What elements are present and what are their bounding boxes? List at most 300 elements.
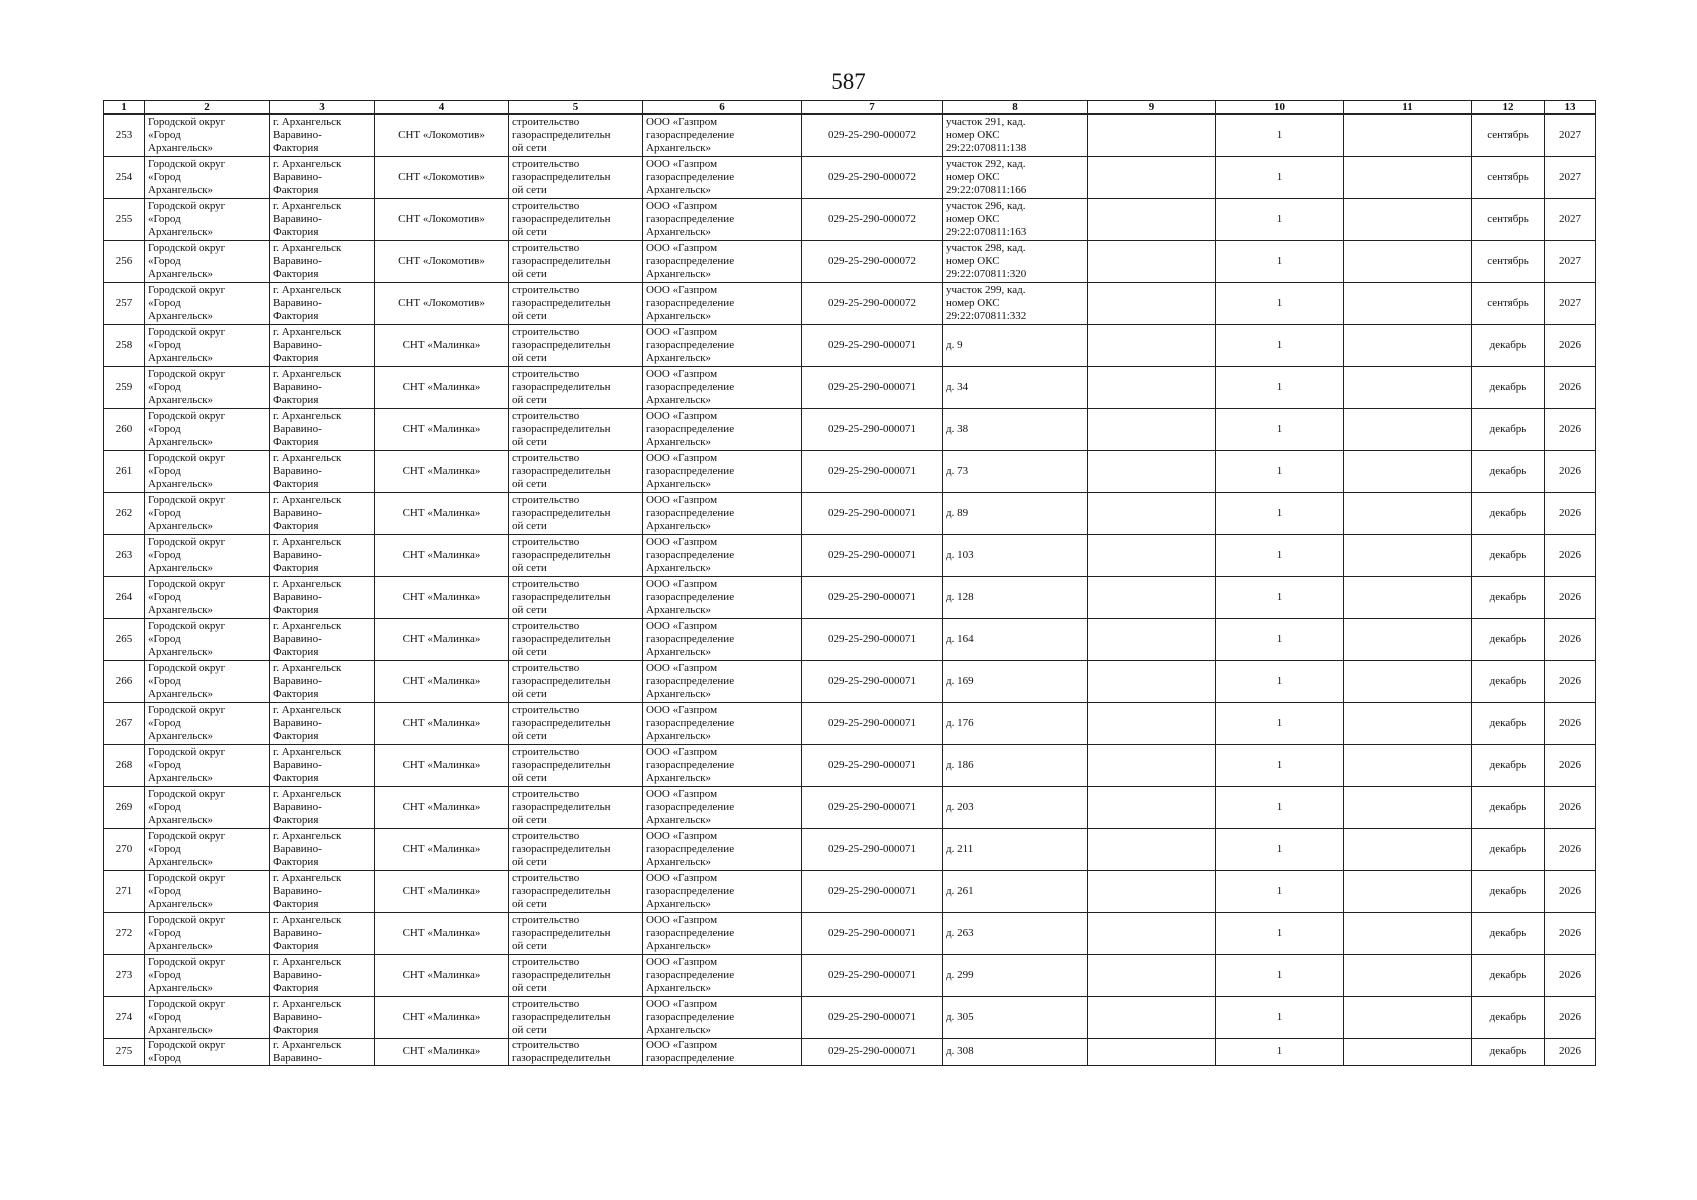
table-row xyxy=(104,324,1596,366)
locality-cell xyxy=(270,786,375,828)
column-9-cell xyxy=(1088,408,1216,450)
year-cell xyxy=(1545,198,1596,240)
district-cell-text: Городской округ «Город Архангельск» xyxy=(148,325,226,364)
column-9-cell xyxy=(1088,534,1216,576)
work-type-cell-text: строительство газораспределительн ой сети xyxy=(512,787,611,826)
table-row xyxy=(104,912,1596,954)
quantity-cell-text: 1 xyxy=(1276,464,1283,477)
object-code-cell xyxy=(802,492,943,534)
row-number xyxy=(104,240,145,282)
table-row xyxy=(104,828,1596,870)
locality-cell xyxy=(270,954,375,996)
quantity-cell xyxy=(1216,1038,1344,1065)
column-11-cell xyxy=(1344,786,1472,828)
snt-cell xyxy=(375,912,509,954)
object-cell-text: участок 296, кад. номер ОКС 29:22:070811:163 xyxy=(946,199,1027,238)
work-type-cell-text: строительство газораспределительн ой сети xyxy=(512,241,611,280)
year-cell xyxy=(1545,996,1596,1038)
organization-cell xyxy=(643,282,802,324)
quantity-cell xyxy=(1216,114,1344,156)
month-cell xyxy=(1472,744,1545,786)
year-cell xyxy=(1545,1038,1596,1065)
year-cell-text: 2027 xyxy=(1559,128,1581,141)
snt-cell xyxy=(375,744,509,786)
work-type-cell xyxy=(509,198,643,240)
locality-cell-text: г. Архангельск Варавино- Фактория xyxy=(273,283,342,322)
district-cell-text: Городской округ «Город Архангельск» xyxy=(148,367,226,406)
column-header: 10 xyxy=(1216,101,1344,115)
year-cell xyxy=(1545,618,1596,660)
snt-cell xyxy=(375,198,509,240)
organization-cell-text: ООО «Газпром газораспределение Архангельск» xyxy=(646,157,735,196)
quantity-cell-text: 1 xyxy=(1276,842,1283,855)
work-type-cell xyxy=(509,534,643,576)
object-code-cell xyxy=(802,114,943,156)
year-cell xyxy=(1545,744,1596,786)
district-cell xyxy=(145,366,270,408)
district-cell-text: Городской округ «Город Архангельск» xyxy=(148,913,226,952)
row-number xyxy=(104,324,145,366)
object-code-cell xyxy=(802,828,943,870)
year-cell xyxy=(1545,240,1596,282)
work-type-cell-text: строительство газораспределительн ой сети xyxy=(512,115,611,154)
column-11-cell xyxy=(1344,240,1472,282)
object-code-cell xyxy=(802,408,943,450)
object-code-cell-text: 029-25-290-000071 xyxy=(828,716,916,729)
object-cell xyxy=(943,954,1088,996)
object-cell-text: участок 292, кад. номер ОКС 29:22:070811:166 xyxy=(946,157,1027,196)
month-cell-text: декабрь xyxy=(1489,506,1527,519)
district-cell xyxy=(145,702,270,744)
table-row xyxy=(104,786,1596,828)
snt-cell xyxy=(375,492,509,534)
object-cell xyxy=(943,408,1088,450)
month-cell xyxy=(1472,492,1545,534)
column-9-cell xyxy=(1088,198,1216,240)
month-cell xyxy=(1472,618,1545,660)
month-cell xyxy=(1472,114,1545,156)
work-type-cell xyxy=(509,450,643,492)
year-cell-text: 2026 xyxy=(1559,1010,1581,1023)
object-cell-text: д. 308 xyxy=(946,1045,974,1057)
work-type-cell-text: строительство газораспределительн xyxy=(512,1038,611,1064)
district-cell xyxy=(145,618,270,660)
row-number-text: 262 xyxy=(115,506,133,519)
district-cell-text: Городской округ «Город Архангельск» xyxy=(148,997,226,1036)
object-code-cell xyxy=(802,786,943,828)
snt-cell-text: СНТ «Малинка» xyxy=(402,380,481,393)
quantity-cell xyxy=(1216,954,1344,996)
locality-cell-text: г. Архангельск Варавино- Фактория xyxy=(273,115,342,154)
district-cell xyxy=(145,744,270,786)
organization-cell-text: ООО «Газпром газораспределение Архангельск» xyxy=(646,997,735,1036)
snt-cell xyxy=(375,450,509,492)
district-cell-text: Городской округ «Город xyxy=(148,1038,226,1064)
row-number xyxy=(104,702,145,744)
object-code-cell-text: 029-25-290-000071 xyxy=(828,674,916,687)
column-11-cell xyxy=(1344,1038,1472,1065)
object-cell-text: д. 73 xyxy=(946,464,969,477)
table-row xyxy=(104,408,1596,450)
year-cell xyxy=(1545,702,1596,744)
object-code-cell xyxy=(802,744,943,786)
locality-cell-text: г. Архангельск Варавино- Фактория xyxy=(273,199,342,238)
work-type-cell xyxy=(509,786,643,828)
snt-cell xyxy=(375,114,509,156)
object-cell xyxy=(943,618,1088,660)
snt-cell-text: СНТ «Малинка» xyxy=(402,674,481,687)
column-header: 6 xyxy=(643,101,802,115)
locality-cell-text: г. Архангельск Варавино- Фактория xyxy=(273,535,342,574)
object-cell-text: д. 34 xyxy=(946,380,969,393)
column-9-cell xyxy=(1088,786,1216,828)
year-cell-text: 2026 xyxy=(1559,380,1581,393)
locality-cell-text: г. Архангельск Варавино- Фактория xyxy=(273,409,342,448)
organization-cell-text: ООО «Газпром газораспределение Архангельск» xyxy=(646,493,735,532)
table-row xyxy=(104,450,1596,492)
month-cell xyxy=(1472,996,1545,1038)
organization-cell-text: ООО «Газпром газораспределение Архангельск» xyxy=(646,787,735,826)
work-type-cell xyxy=(509,828,643,870)
schedule-table xyxy=(103,100,1596,1066)
quantity-cell-text: 1 xyxy=(1276,548,1283,561)
quantity-cell xyxy=(1216,240,1344,282)
column-11-cell xyxy=(1344,366,1472,408)
work-type-cell xyxy=(509,156,643,198)
year-cell xyxy=(1545,450,1596,492)
object-code-cell-text: 029-25-290-000071 xyxy=(828,968,916,981)
year-cell-text: 2027 xyxy=(1559,254,1581,267)
district-cell-text: Городской округ «Город Архангельск» xyxy=(148,241,226,280)
locality-cell-text: г. Архангельск Варавино- Фактория xyxy=(273,913,342,952)
month-cell xyxy=(1472,660,1545,702)
locality-cell xyxy=(270,912,375,954)
year-cell xyxy=(1545,912,1596,954)
work-type-cell-text: строительство газораспределительн ой сети xyxy=(512,199,611,238)
organization-cell xyxy=(643,702,802,744)
object-code-cell-text: 029-25-290-000071 xyxy=(828,842,916,855)
row-number xyxy=(104,450,145,492)
column-11-cell xyxy=(1344,324,1472,366)
work-type-cell-text: строительство газораспределительн ой сети xyxy=(512,955,611,994)
district-cell-text: Городской округ «Город Архангельск» xyxy=(148,199,226,238)
year-cell xyxy=(1545,114,1596,156)
object-cell-text: д. 128 xyxy=(946,590,974,603)
object-code-cell-text: 029-25-290-000071 xyxy=(828,464,916,477)
table-row xyxy=(104,1038,1596,1065)
month-cell-text: декабрь xyxy=(1489,590,1527,603)
quantity-cell xyxy=(1216,492,1344,534)
object-code-cell xyxy=(802,282,943,324)
object-code-cell-text: 029-25-290-000071 xyxy=(828,758,916,771)
snt-cell xyxy=(375,576,509,618)
object-cell xyxy=(943,1038,1088,1065)
quantity-cell xyxy=(1216,618,1344,660)
organization-cell xyxy=(643,996,802,1038)
quantity-cell-text: 1 xyxy=(1276,1010,1283,1023)
object-code-cell xyxy=(802,198,943,240)
year-cell-text: 2026 xyxy=(1559,968,1581,981)
month-cell xyxy=(1472,786,1545,828)
district-cell-text: Городской округ «Город Архангельск» xyxy=(148,157,226,196)
month-cell xyxy=(1472,534,1545,576)
year-cell-text: 2026 xyxy=(1559,716,1581,729)
month-cell xyxy=(1472,954,1545,996)
object-cell-text: участок 299, кад. номер ОКС 29:22:070811:332 xyxy=(946,283,1027,322)
snt-cell-text: СНТ «Малинка» xyxy=(402,590,481,603)
object-cell xyxy=(943,870,1088,912)
column-9-cell xyxy=(1088,828,1216,870)
locality-cell xyxy=(270,828,375,870)
month-cell-text: декабрь xyxy=(1489,422,1527,435)
object-code-cell xyxy=(802,954,943,996)
month-cell xyxy=(1472,282,1545,324)
organization-cell xyxy=(643,408,802,450)
row-number-text: 254 xyxy=(115,170,133,183)
column-11-cell xyxy=(1344,660,1472,702)
district-cell-text: Городской округ «Город Архангельск» xyxy=(148,535,226,574)
row-number xyxy=(104,492,145,534)
locality-cell-text: г. Архангельск Варавино- Фактория xyxy=(273,997,342,1036)
column-9-cell xyxy=(1088,870,1216,912)
column-9-cell xyxy=(1088,660,1216,702)
object-cell-text: д. 89 xyxy=(946,506,969,519)
organization-cell-text: ООО «Газпром газораспределение Архангельск» xyxy=(646,913,735,952)
object-cell xyxy=(943,282,1088,324)
object-code-cell-text: 029-25-290-000071 xyxy=(828,1045,916,1057)
object-cell-text: участок 298, кад. номер ОКС 29:22:070811:320 xyxy=(946,241,1027,280)
locality-cell-text: г. Архангельск Варавино- Фактория xyxy=(273,577,342,616)
snt-cell xyxy=(375,996,509,1038)
work-type-cell-text: строительство газораспределительн ой сети xyxy=(512,325,611,364)
object-code-cell-text: 029-25-290-000071 xyxy=(828,590,916,603)
district-cell xyxy=(145,534,270,576)
table-row xyxy=(104,366,1596,408)
column-11-cell xyxy=(1344,114,1472,156)
month-cell-text: сентябрь xyxy=(1487,128,1529,141)
year-cell-text: 2026 xyxy=(1559,842,1581,855)
snt-cell xyxy=(375,282,509,324)
column-11-cell xyxy=(1344,870,1472,912)
snt-cell xyxy=(375,156,509,198)
object-code-cell-text: 029-25-290-000071 xyxy=(828,884,916,897)
row-number xyxy=(104,156,145,198)
quantity-cell-text: 1 xyxy=(1276,380,1283,393)
column-9-cell xyxy=(1088,114,1216,156)
organization-cell xyxy=(643,1038,802,1065)
column-header: 7 xyxy=(802,101,943,115)
work-type-cell xyxy=(509,660,643,702)
month-cell-text: декабрь xyxy=(1489,968,1527,981)
snt-cell-text: СНТ «Малинка» xyxy=(402,422,481,435)
table-row xyxy=(104,534,1596,576)
year-cell xyxy=(1545,324,1596,366)
locality-cell xyxy=(270,450,375,492)
quantity-cell-text: 1 xyxy=(1276,674,1283,687)
organization-cell xyxy=(643,744,802,786)
district-cell-text: Городской округ «Город Архангельск» xyxy=(148,871,226,910)
object-code-cell-text: 029-25-290-000071 xyxy=(828,1010,916,1023)
snt-cell xyxy=(375,366,509,408)
row-number-text: 273 xyxy=(115,968,133,981)
year-cell xyxy=(1545,366,1596,408)
district-cell xyxy=(145,282,270,324)
month-cell-text: декабрь xyxy=(1489,758,1527,771)
object-code-cell xyxy=(802,660,943,702)
work-type-cell-text: строительство газораспределительн ой сети xyxy=(512,577,611,616)
quantity-cell xyxy=(1216,870,1344,912)
row-number-text: 274 xyxy=(115,1010,133,1023)
organization-cell-text: ООО «Газпром газораспределение Архангельск» xyxy=(646,871,735,910)
snt-cell xyxy=(375,660,509,702)
quantity-cell-text: 1 xyxy=(1276,1045,1283,1057)
snt-cell xyxy=(375,702,509,744)
locality-cell xyxy=(270,870,375,912)
quantity-cell xyxy=(1216,156,1344,198)
organization-cell-text: ООО «Газпром газораспределение Архангельск» xyxy=(646,241,735,280)
year-cell-text: 2026 xyxy=(1559,674,1581,687)
month-cell-text: сентябрь xyxy=(1487,212,1529,225)
month-cell-text: декабрь xyxy=(1489,716,1527,729)
quantity-cell-text: 1 xyxy=(1276,716,1283,729)
column-9-cell xyxy=(1088,450,1216,492)
row-number xyxy=(104,870,145,912)
row-number-text: 275 xyxy=(115,1045,133,1057)
year-cell-text: 2027 xyxy=(1559,170,1581,183)
quantity-cell-text: 1 xyxy=(1276,128,1283,141)
district-cell xyxy=(145,114,270,156)
object-code-cell xyxy=(802,1038,943,1065)
row-number xyxy=(104,1038,145,1065)
snt-cell-text: СНТ «Малинка» xyxy=(402,1010,481,1023)
organization-cell xyxy=(643,828,802,870)
district-cell-text: Городской округ «Город Архангельск» xyxy=(148,115,226,154)
column-11-cell xyxy=(1344,702,1472,744)
year-cell-text: 2026 xyxy=(1559,464,1581,477)
object-code-cell xyxy=(802,576,943,618)
column-11-cell xyxy=(1344,576,1472,618)
month-cell-text: декабрь xyxy=(1489,548,1527,561)
district-cell xyxy=(145,198,270,240)
organization-cell-text: ООО «Газпром газораспределение Архангельск» xyxy=(646,955,735,994)
column-9-cell xyxy=(1088,996,1216,1038)
column-9-cell xyxy=(1088,240,1216,282)
organization-cell-text: ООО «Газпром газораспределение Архангельск» xyxy=(646,409,735,448)
column-11-cell xyxy=(1344,744,1472,786)
district-cell xyxy=(145,324,270,366)
year-cell-text: 2026 xyxy=(1559,632,1581,645)
quantity-cell xyxy=(1216,744,1344,786)
organization-cell xyxy=(643,198,802,240)
column-header: 11 xyxy=(1344,101,1472,115)
locality-cell xyxy=(270,618,375,660)
object-code-cell xyxy=(802,366,943,408)
district-cell-text: Городской округ «Город Архангельск» xyxy=(148,703,226,742)
organization-cell xyxy=(643,240,802,282)
object-cell xyxy=(943,450,1088,492)
district-cell xyxy=(145,912,270,954)
district-cell xyxy=(145,450,270,492)
snt-cell-text: СНТ «Малинка» xyxy=(402,926,481,939)
row-number-text: 257 xyxy=(115,296,133,309)
month-cell xyxy=(1472,912,1545,954)
work-type-cell-text: строительство газораспределительн ой сети xyxy=(512,493,611,532)
object-cell xyxy=(943,534,1088,576)
object-cell-text: д. 176 xyxy=(946,716,974,729)
year-cell-text: 2027 xyxy=(1559,212,1581,225)
object-cell-text: д. 263 xyxy=(946,926,974,939)
row-number-text: 261 xyxy=(115,464,133,477)
column-11-cell xyxy=(1344,912,1472,954)
year-cell-text: 2026 xyxy=(1559,338,1581,351)
snt-cell-text: СНТ «Локомотив» xyxy=(398,170,485,183)
year-cell xyxy=(1545,156,1596,198)
column-header: 12 xyxy=(1472,101,1545,115)
object-cell xyxy=(943,240,1088,282)
month-cell-text: декабрь xyxy=(1489,632,1527,645)
row-number xyxy=(104,282,145,324)
quantity-cell xyxy=(1216,828,1344,870)
snt-cell xyxy=(375,534,509,576)
row-number xyxy=(104,576,145,618)
object-cell xyxy=(943,912,1088,954)
object-code-cell-text: 029-25-290-000072 xyxy=(828,170,916,183)
snt-cell xyxy=(375,954,509,996)
column-header: 13 xyxy=(1545,101,1596,115)
district-cell xyxy=(145,996,270,1038)
quantity-cell-text: 1 xyxy=(1276,590,1283,603)
quantity-cell-text: 1 xyxy=(1276,926,1283,939)
column-header: 9 xyxy=(1088,101,1216,115)
row-number-text: 272 xyxy=(115,926,133,939)
column-9-cell xyxy=(1088,744,1216,786)
table-row xyxy=(104,240,1596,282)
work-type-cell-text: строительство газораспределительн ой сети xyxy=(512,661,611,700)
column-9-cell xyxy=(1088,324,1216,366)
object-cell-text: д. 103 xyxy=(946,548,974,561)
object-cell-text: участок 291, кад. номер ОКС 29:22:070811:138 xyxy=(946,115,1027,154)
organization-cell-text: ООО «Газпром газораспределение Архангельск» xyxy=(646,703,735,742)
object-code-cell xyxy=(802,156,943,198)
district-cell-text: Городской округ «Город Архангельск» xyxy=(148,577,226,616)
column-11-cell xyxy=(1344,156,1472,198)
object-cell-text: д. 305 xyxy=(946,1010,974,1023)
year-cell xyxy=(1545,492,1596,534)
month-cell-text: декабрь xyxy=(1489,926,1527,939)
organization-cell-text: ООО «Газпром газораспределение Архангельск» xyxy=(646,535,735,574)
row-number-text: 266 xyxy=(115,674,133,687)
district-cell xyxy=(145,660,270,702)
row-number xyxy=(104,744,145,786)
quantity-cell xyxy=(1216,912,1344,954)
row-number-text: 259 xyxy=(115,380,133,393)
work-type-cell xyxy=(509,954,643,996)
organization-cell-text: ООО «Газпром газораспределение Архангельск» xyxy=(646,451,735,490)
object-code-cell-text: 029-25-290-000072 xyxy=(828,212,916,225)
snt-cell-text: СНТ «Малинка» xyxy=(402,842,481,855)
work-type-cell xyxy=(509,870,643,912)
quantity-cell xyxy=(1216,282,1344,324)
object-code-cell xyxy=(802,534,943,576)
work-type-cell-text: строительство газораспределительн ой сети xyxy=(512,745,611,784)
locality-cell-text: г. Архангельск Варавино- Фактория xyxy=(273,661,342,700)
year-cell xyxy=(1545,870,1596,912)
table-row xyxy=(104,744,1596,786)
table-row xyxy=(104,156,1596,198)
table-row xyxy=(104,114,1596,156)
locality-cell-text: г. Архангельск Варавино- Фактория xyxy=(273,241,342,280)
month-cell-text: декабрь xyxy=(1489,380,1527,393)
